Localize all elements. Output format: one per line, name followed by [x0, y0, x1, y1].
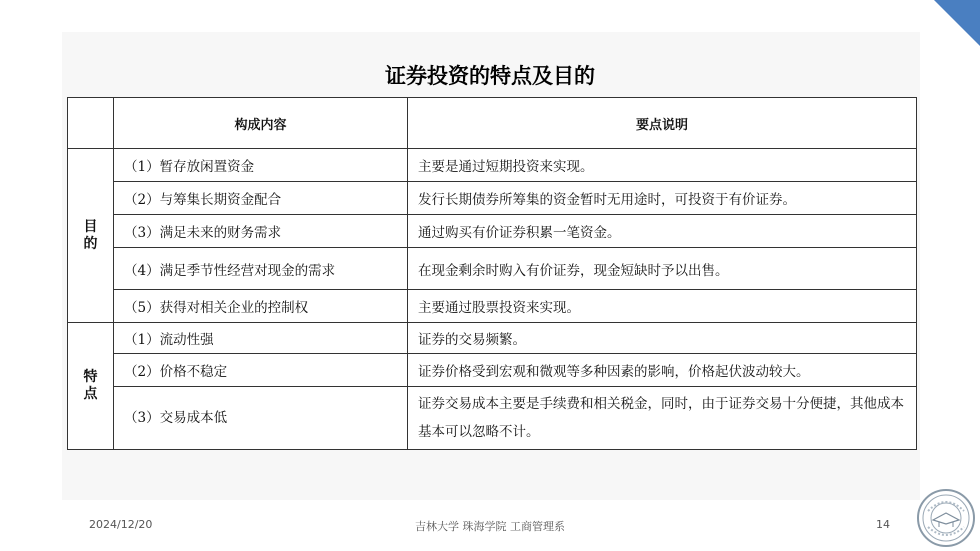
row-explanation: 证券价格受到宏观和微观等多种因素的影响，价格起伏波动较大。 [408, 354, 917, 387]
row-content: （4）满足季节性经营对现金的需求 [114, 248, 408, 290]
row-explanation: 通过购买有价证券积累一笔资金。 [408, 215, 917, 248]
table-row [68, 354, 917, 387]
row-content: （2）价格不稳定 [114, 354, 408, 387]
row-content: （1）流动性强 [114, 323, 408, 354]
row-explanation: 证券交易成本主要是手续费和相关税金，同时，由于证券交易十分便捷，其他成本基本可以忽略不计。 [408, 387, 917, 450]
table-header-row [68, 98, 917, 149]
content-table [67, 97, 917, 450]
row-content: （2）与筹集长期资金配合 [114, 182, 408, 215]
row-explanation: 主要通过股票投资来实现。 [408, 290, 917, 323]
table-row [68, 290, 917, 323]
row-content: （1）暂存放闲置资金 [114, 149, 408, 182]
table-row [68, 387, 917, 450]
corner-decoration [934, 0, 980, 46]
page-title: 证券投资的特点及目的 [385, 64, 595, 88]
row-content: （3）交易成本低 [114, 387, 408, 450]
row-explanation: 在现金剩余时购入有价证券，现金短缺时予以出售。 [408, 248, 917, 290]
header-explanation: 要点说明 [408, 98, 917, 149]
table-row [68, 182, 917, 215]
header-empty-cell [68, 98, 114, 149]
row-explanation: 发行长期债券所筹集的资金暂时无用途时，可投资于有价证券。 [408, 182, 917, 215]
group-label-purpose: 目 的 [68, 149, 114, 323]
table-row [68, 215, 917, 248]
row-explanation: 证券的交易频繁。 [408, 323, 917, 354]
row-content: （5）获得对相关企业的控制权 [114, 290, 408, 323]
footer-date: 2024/12/20 [89, 518, 153, 531]
header-content: 构成内容 [114, 98, 408, 149]
footer-page-number: 14 [876, 518, 890, 531]
footer-organization: 吉林大学 珠海学院 工商管理系 [415, 520, 565, 533]
university-seal-icon [917, 489, 975, 547]
row-content: （3）满足未来的财务需求 [114, 215, 408, 248]
table-row [68, 323, 917, 354]
table-row [68, 149, 917, 182]
group-label-features: 特 点 [68, 323, 114, 450]
table-row [68, 248, 917, 290]
row-explanation: 主要是通过短期投资来实现。 [408, 149, 917, 182]
